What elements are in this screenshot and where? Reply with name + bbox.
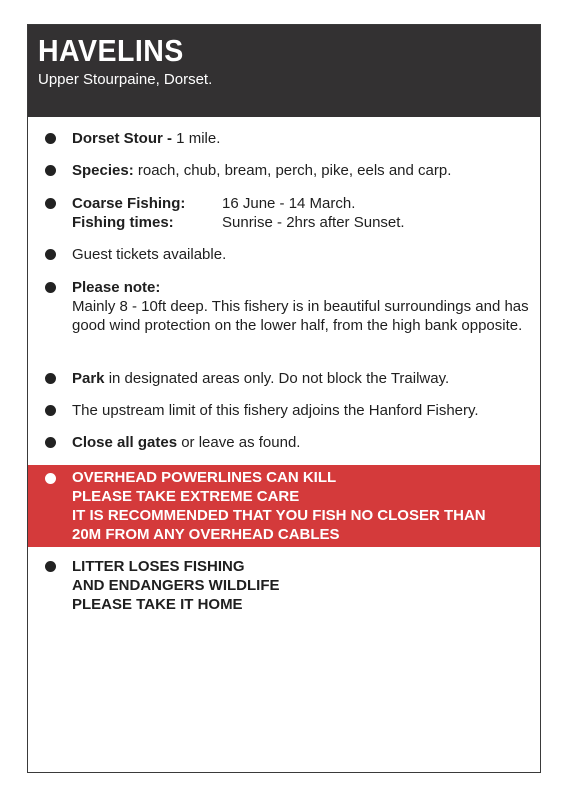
coarse-value: 16 June - 14 March. bbox=[222, 195, 356, 212]
litter-line-1: LITTER LOSES FISHING bbox=[72, 558, 245, 575]
bullet-icon bbox=[45, 198, 56, 209]
park-label: Park bbox=[72, 370, 105, 387]
gates-label: Close all gates bbox=[72, 434, 178, 451]
park-text: in designated areas only. Do not block the Trailway. bbox=[104, 370, 450, 387]
litter-line-2: AND ENDANGERS WILDLIFE bbox=[72, 577, 280, 594]
bullet-icon bbox=[45, 437, 56, 448]
gates-text: or leave as found. bbox=[177, 434, 301, 451]
note-label: Please note: bbox=[72, 279, 161, 296]
bullet-icon bbox=[45, 561, 56, 572]
bullet-icon bbox=[45, 373, 56, 384]
times-label: Fishing times: bbox=[72, 214, 174, 231]
fishery-title: HAVELINS bbox=[38, 33, 184, 68]
warning-line-3: IT IS RECOMMENDED THAT YOU FISH NO CLOSER THAN bbox=[72, 507, 486, 524]
header-banner bbox=[28, 25, 540, 117]
warning-line-2: PLEASE TAKE EXTREME CARE bbox=[72, 488, 300, 505]
limit-text: The upstream limit of this fishery adjoins the Hanford Fishery. bbox=[72, 402, 479, 419]
bullet-icon bbox=[45, 165, 56, 176]
fishery-location: Upper Stourpaine, Dorset. bbox=[38, 71, 213, 88]
times-value: Sunrise - 2hrs after Sunset. bbox=[222, 214, 405, 231]
litter-line-3: PLEASE TAKE IT HOME bbox=[72, 596, 243, 613]
coarse-label: Coarse Fishing: bbox=[72, 195, 186, 212]
warning-line-4: 20M FROM ANY OVERHEAD CABLES bbox=[72, 526, 340, 543]
bullet-icon bbox=[45, 249, 56, 260]
bullet-icon bbox=[45, 282, 56, 293]
bullet-icon bbox=[45, 133, 56, 144]
warning-line-1: OVERHEAD POWERLINES CAN KILL bbox=[72, 469, 337, 486]
bullet-icon bbox=[45, 405, 56, 416]
note-text: Mainly 8 - 10ft deep. This fishery is in beautiful surroundings and has good wind protection on the lower half, from the high bank opposite. bbox=[72, 298, 529, 334]
species-label: Species: bbox=[72, 162, 134, 179]
guest-text: Guest tickets available. bbox=[72, 246, 227, 263]
river-label: Dorset Stour - bbox=[72, 130, 173, 147]
bullet-icon bbox=[45, 473, 56, 484]
river-text: 1 mile. bbox=[172, 130, 221, 147]
fishery-card bbox=[27, 24, 541, 773]
species-text: roach, chub, bream, perch, pike, eels and carp. bbox=[133, 162, 452, 179]
powerline-warning-banner bbox=[28, 465, 540, 547]
